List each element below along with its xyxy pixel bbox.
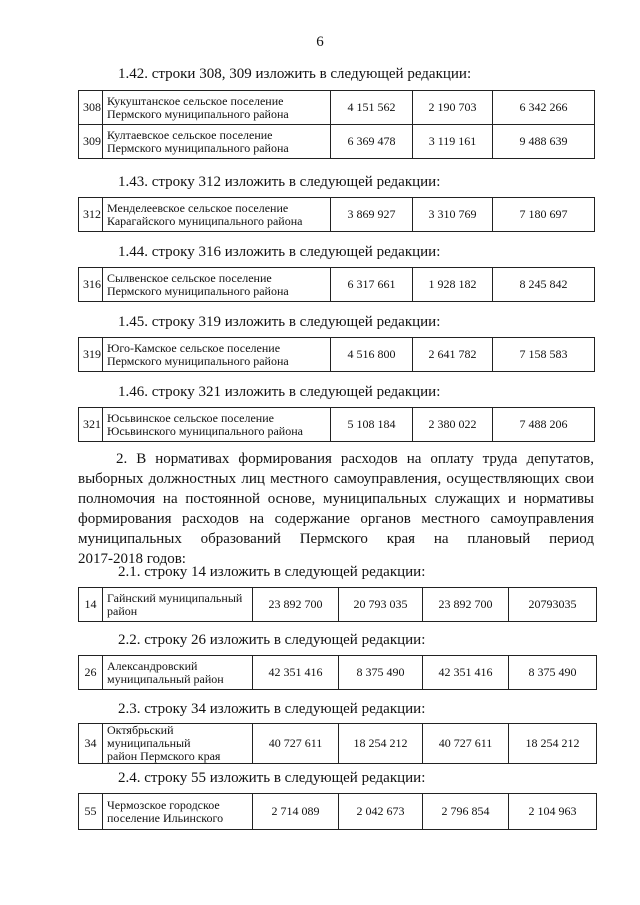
municipality-name: Сылвенское сельское поселение Пермского муниципального района <box>103 268 331 302</box>
section-heading-1-43: 1.43. строку 312 изложить в следующей редакции: <box>118 174 441 190</box>
section-heading-2-1: 2.1. строку 14 изложить в следующей редакции: <box>118 564 426 580</box>
row-number: 309 <box>79 125 103 159</box>
table-row <box>79 588 597 622</box>
value-cell: 8 375 490 <box>339 656 423 690</box>
municipality-name: Чермозское городское поселение Ильинского <box>103 794 253 830</box>
row-number: 34 <box>79 724 103 764</box>
table-row <box>79 125 595 159</box>
value-cell: 6 369 478 <box>331 125 413 159</box>
value-cell: 2 796 854 <box>423 794 509 830</box>
amendment-table-2-3 <box>78 723 597 764</box>
value-cell: 5 108 184 <box>331 408 413 442</box>
amendment-table-2-4 <box>78 793 597 830</box>
value-cell: 8 375 490 <box>509 656 597 690</box>
value-cell: 4 516 800 <box>331 338 413 372</box>
table-row <box>79 268 595 302</box>
municipality-name: Менделеевское сельское поселение Карагайского муниципального района <box>103 198 331 232</box>
amendment-table-1-46 <box>78 407 595 442</box>
paragraph-line: полномочия на постоянной основе, муниципальных служащих и нормативы <box>78 491 594 507</box>
value-cell: 1 928 182 <box>413 268 493 302</box>
row-number: 55 <box>79 794 103 830</box>
section-heading-1-44: 1.44. строку 316 изложить в следующей редакции: <box>118 244 441 260</box>
amendment-table-2-2 <box>78 655 597 690</box>
value-cell: 20793035 <box>509 588 597 622</box>
section-heading-1-42: 1.42. строки 308, 309 изложить в следующей редакции: <box>118 66 472 82</box>
value-cell: 3 119 161 <box>413 125 493 159</box>
value-cell: 9 488 639 <box>493 125 595 159</box>
value-cell: 40 727 611 <box>253 724 339 764</box>
section-heading-1-46: 1.46. строку 321 изложить в следующей редакции: <box>118 384 441 400</box>
value-cell: 20 793 035 <box>339 588 423 622</box>
value-cell: 2 042 673 <box>339 794 423 830</box>
section-heading-1-45: 1.45. строку 319 изложить в следующей редакции: <box>118 314 441 330</box>
paragraph-line: выборных должностных лиц местного самоуправления, осуществляющих свои <box>78 471 594 487</box>
paragraph-line: 2. В нормативах формирования расходов на оплату труда депутатов, <box>116 451 594 467</box>
row-number: 26 <box>79 656 103 690</box>
value-cell: 4 151 562 <box>331 91 413 125</box>
value-cell: 2 714 089 <box>253 794 339 830</box>
table-row <box>79 91 595 125</box>
municipality-name: Юго-Камское сельское поселение Пермского муниципального района <box>103 338 331 372</box>
municipality-name: Юсьвинское сельское поселение Юсьвинского муниципального района <box>103 408 331 442</box>
value-cell: 2 190 703 <box>413 91 493 125</box>
value-cell: 2 380 022 <box>413 408 493 442</box>
row-number: 308 <box>79 91 103 125</box>
value-cell: 2 104 963 <box>509 794 597 830</box>
amendment-table-1-45 <box>78 337 595 372</box>
value-cell: 42 351 416 <box>253 656 339 690</box>
paragraph-line: муниципальных образований Пермского края на плановый период <box>78 531 594 547</box>
amendment-table-1-42 <box>78 90 595 159</box>
value-cell: 40 727 611 <box>423 724 509 764</box>
municipality-name: Кукуштанское сельское поселение Пермского муниципального района <box>103 91 331 125</box>
value-cell: 7 180 697 <box>493 198 595 232</box>
municipality-name: Култаевское сельское поселение Пермского муниципального района <box>103 125 331 159</box>
row-number: 316 <box>79 268 103 302</box>
value-cell: 3 310 769 <box>413 198 493 232</box>
row-number: 14 <box>79 588 103 622</box>
table-row <box>79 408 595 442</box>
table-row <box>79 724 597 764</box>
value-cell: 2 641 782 <box>413 338 493 372</box>
value-cell: 23 892 700 <box>423 588 509 622</box>
municipality-name: Гайнский муниципальный район <box>103 588 253 622</box>
row-number: 321 <box>79 408 103 442</box>
section-heading-2-4: 2.4. строку 55 изложить в следующей редакции: <box>118 770 426 786</box>
value-cell: 3 869 927 <box>331 198 413 232</box>
page-number: 6 <box>316 34 324 50</box>
value-cell: 8 245 842 <box>493 268 595 302</box>
table-row <box>79 656 597 690</box>
value-cell: 6 317 661 <box>331 268 413 302</box>
amendment-table-2-1 <box>78 587 597 622</box>
value-cell: 6 342 266 <box>493 91 595 125</box>
value-cell: 7 488 206 <box>493 408 595 442</box>
municipality-name: Александровский муниципальный район <box>103 656 253 690</box>
value-cell: 7 158 583 <box>493 338 595 372</box>
table-row <box>79 794 597 830</box>
paragraph-2 <box>78 449 594 569</box>
row-number: 312 <box>79 198 103 232</box>
paragraph-line: 2017-2018 годов: <box>78 551 186 567</box>
section-heading-2-2: 2.2. строку 26 изложить в следующей редакции: <box>118 632 426 648</box>
section-heading-2-3: 2.3. строку 34 изложить в следующей редакции: <box>118 701 426 717</box>
amendment-table-1-43 <box>78 197 595 232</box>
value-cell: 42 351 416 <box>423 656 509 690</box>
value-cell: 18 254 212 <box>339 724 423 764</box>
value-cell: 18 254 212 <box>509 724 597 764</box>
table-row <box>79 198 595 232</box>
value-cell: 23 892 700 <box>253 588 339 622</box>
municipality-name: Октябрьский муниципальный район Пермского края <box>103 724 253 764</box>
row-number: 319 <box>79 338 103 372</box>
amendment-table-1-44 <box>78 267 595 302</box>
table-row <box>79 338 595 372</box>
paragraph-line: формирования расходов на содержание органов местного самоуправления <box>78 511 594 527</box>
